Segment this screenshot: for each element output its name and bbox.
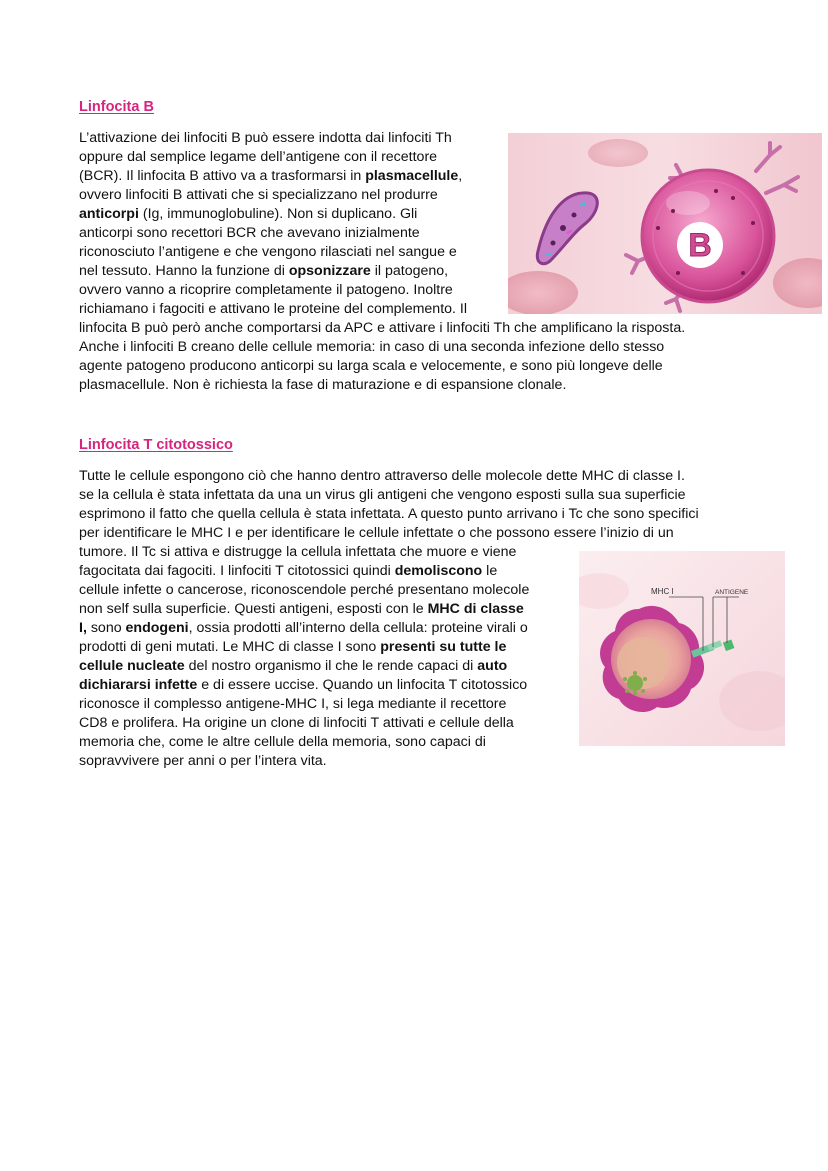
text-span: per identificare le MHC I e per identificare le cellule infettate o che possono essere l’inizio di un bbox=[79, 525, 674, 541]
bold-text: dichiararsi infette bbox=[79, 677, 198, 693]
bold-text: demoliscono bbox=[394, 563, 483, 579]
text-line bbox=[79, 467, 699, 486]
text-span: riconosce il complesso antigene-MHC I, si lega mediante il recettore bbox=[79, 696, 507, 712]
text-span: sopravvivere per anni o per l’intera vita. bbox=[79, 753, 327, 769]
text-span: se la cellula è stata infettata da una un virus gli antigeni che vengono esposti sulla sua superficie bbox=[79, 487, 686, 503]
text-line bbox=[79, 338, 685, 357]
b-cell-illustration bbox=[508, 133, 822, 314]
text-span: ovvero linfociti B attivati che si specializzano nel produrre bbox=[79, 187, 438, 203]
bold-text: presenti su tutte le bbox=[380, 639, 507, 655]
text-span: linfocita B può però anche comportarsi da APC e attivare i linfociti Th che amplificano la risposta. bbox=[79, 320, 686, 336]
text-span: tumore. Il Tc si attiva e distrugge la cellula infettata che muore e viene bbox=[79, 544, 517, 560]
text-span: le bbox=[482, 563, 498, 579]
text-span: richiamano i fagociti e attivano le proteine del complemento. Il bbox=[79, 301, 468, 317]
b-cell-illustration-svg bbox=[508, 133, 822, 314]
text-span: memoria che, come le altre cellule della memoria, sono capaci di bbox=[79, 734, 486, 750]
text-line bbox=[79, 486, 699, 505]
b-badge-letter: B bbox=[688, 227, 712, 263]
text-span: e di essere uccise. Quando un linfocita T citotossico bbox=[197, 677, 528, 693]
bold-text: MHC di classe bbox=[427, 601, 524, 617]
text-span: L’attivazione dei linfociti B può essere indotta dai linfociti Th bbox=[79, 130, 452, 146]
text-line bbox=[79, 376, 685, 395]
text-span: Anche i linfociti B creano delle cellule memoria: in caso di una seconda infezione dello stesso bbox=[79, 339, 665, 355]
text-span: Tutte le cellule espongono ciò che hanno dentro attraverso delle molecole dette MHC di classe I. bbox=[79, 468, 685, 484]
text-line bbox=[79, 524, 699, 543]
bold-text: opsonizzare bbox=[288, 263, 371, 279]
text-span: non self sulla superficie. Questi antigeni, esposti con le bbox=[79, 601, 428, 617]
text-line bbox=[79, 357, 685, 376]
mhc-cell-illustration bbox=[579, 551, 785, 746]
text-span: del nostro organismo il che le rende capaci di bbox=[184, 658, 478, 674]
text-span: ovvero vanno a ricoprire completamente il patogeno. Inoltre bbox=[79, 282, 453, 298]
text-span: esprimono il fatto che quella cellula è stata infettata. A questo punto arrivano i Tc che sono specifici bbox=[79, 506, 699, 522]
text-span: agente patogeno producono anticorpi su larga scala e velocemente, e sono più longeve delle bbox=[79, 358, 663, 374]
bold-text: cellule nucleate bbox=[79, 658, 185, 674]
text-span: plasmacellule. Non è richiesta la fase di maturazione e di espansione clonale. bbox=[79, 377, 567, 393]
text-span: (BCR). Il linfocita B attivo va a trasformarsi in bbox=[79, 168, 366, 184]
section-title-linfocita-b: Linfocita B bbox=[79, 99, 154, 115]
text-span: prodotti di geni mutati. Le MHC di classe I sono bbox=[79, 639, 381, 655]
text-span: oppure dal semplice legame dell’antigene con il recettore bbox=[79, 149, 438, 165]
mhc-cell-illustration-svg bbox=[579, 551, 785, 746]
label-antigen: ANTIGENE bbox=[715, 589, 749, 596]
text-span: anticorpi sono recettori BCR che avevano inizialmente bbox=[79, 225, 420, 241]
text-span: nel tessuto. Hanno la funzione di bbox=[79, 263, 289, 279]
text-line bbox=[79, 319, 685, 338]
text-span: il patogeno, bbox=[370, 263, 449, 279]
bold-text: I, bbox=[79, 620, 87, 636]
text-span: cellule infette o cancerose, riconoscendole perché presentano molecole bbox=[79, 582, 530, 598]
text-line bbox=[79, 505, 699, 524]
bold-text: plasmacellule bbox=[365, 168, 459, 184]
section-title-linfocita-t: Linfocita T citotossico bbox=[79, 437, 233, 453]
text-span: , bbox=[458, 168, 463, 184]
text-span: , ossia prodotti all’interno della cellula: proteine virali o bbox=[188, 620, 528, 636]
text-span: CD8 e prolifera. Ha origine un clone di linfociti T attivati e cellule della bbox=[79, 715, 514, 731]
label-mhc: MHC I bbox=[651, 587, 674, 596]
text-line bbox=[79, 752, 699, 771]
text-span: sono bbox=[86, 620, 126, 636]
text-span: riconosciuto l’antigene e che vengono rilasciati nel sangue e bbox=[79, 244, 457, 260]
bold-text: auto bbox=[477, 658, 508, 674]
bold-text: anticorpi bbox=[79, 206, 139, 222]
bold-text: endogeni bbox=[125, 620, 189, 636]
text-span: fagocitata dai fagociti. I linfociti T citotossici quindi bbox=[79, 563, 395, 579]
text-span: (Ig, immunoglobuline). Non si duplicano. Gli bbox=[138, 206, 418, 222]
